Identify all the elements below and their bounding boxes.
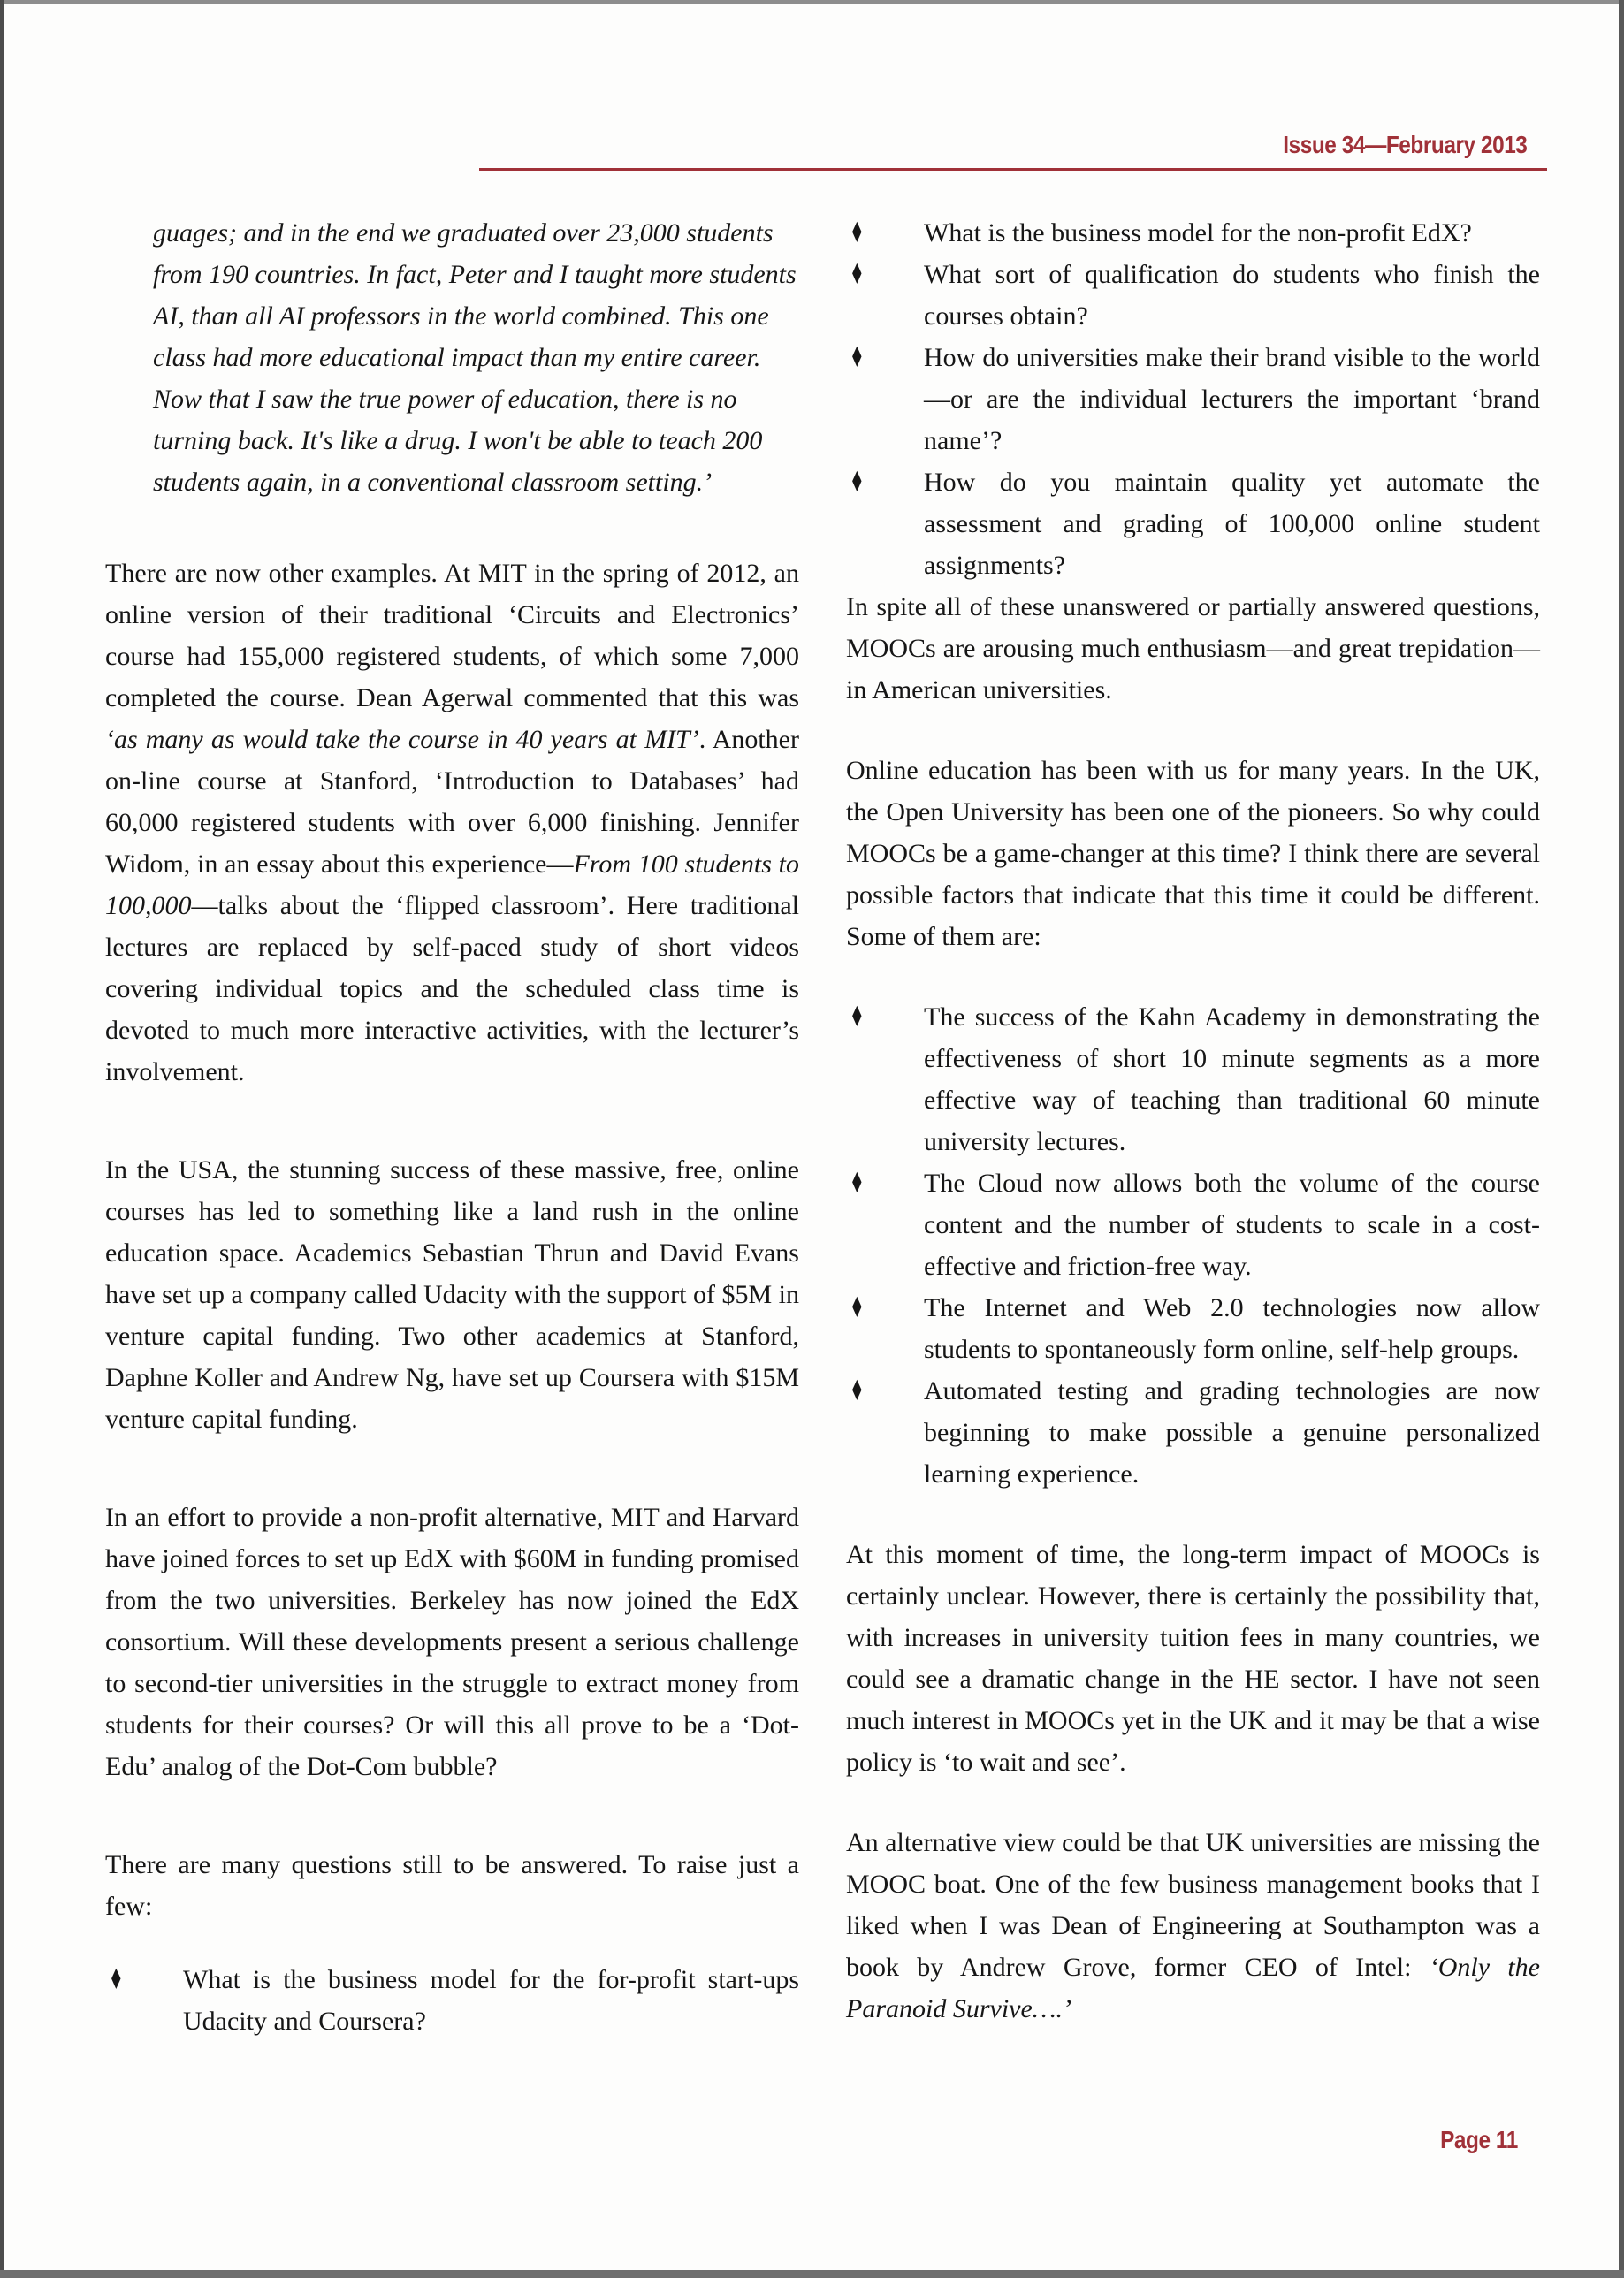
pull-quote: guages; and in the end we graduated over 23,000 students from 190 countries. In fact, Peter and I taught more students AI, than all AI professors in the world combined. This one class had more educational impact than my entire career. Now that I saw the true power of education, there is no turning back. It's like a drug. I won't be able to teach 200 students again, in a conventional classroom setting.’	[153, 218, 797, 497]
bullet-diamond-icon: ♦	[850, 1166, 865, 1200]
right-column	[846, 212, 1540, 2030]
page-border-bottom	[0, 2270, 1624, 2278]
bullet-item	[846, 996, 1540, 1162]
bullet-diamond-icon: ♦	[850, 340, 865, 374]
bullet-diamond-icon: ♦	[850, 1291, 865, 1324]
bullet-text: How do universities make their brand visible to the world—or are the individual lecturers the important ‘brand name’?	[924, 343, 1540, 455]
question-list-left	[105, 1959, 799, 2042]
paragraph-alternative-view: An alternative view could be that UK universities are missing the MOOC boat. One of the few business management books that I liked when I was Dean of Engineering at Southampton was a book by Andrew Grove, former CEO of Intel: ‘Only the Paranoid Survive….’	[846, 1828, 1540, 2023]
page-border-right	[1619, 0, 1624, 2278]
bullet-item	[105, 1959, 799, 2042]
page-border-top	[0, 0, 1624, 4]
bullet-diamond-icon: ♦	[850, 465, 865, 499]
paragraph-nonprofit-edx: In an effort to provide a non-profit alternative, MIT and Harvard have joined forces to set up EdX with $60M in funding promised from the two universities. Berkeley has now joined the EdX consortium. Will these developments present a serious challenge to second-tier universities in the struggle to extract money from students for their courses? Or will this all prove to be a ‘Dot-Edu’ analog of the Dot-Com bubble?	[105, 1503, 799, 1781]
bullet-diamond-icon: ♦	[850, 216, 865, 249]
paragraph-usa-landrush: In the USA, the stunning success of these massive, free, online courses has led to something like a land rush in the online education space. Academics Sebastian Thrun and David Evans have set up a company called Udacity with the support of $5M in venture capital funding. Two other academics at Stanford, Daphne Koller and Andrew Ng, have set up Coursera with $15M venture capital funding.	[105, 1155, 799, 1434]
paragraph-questions-lead: There are many questions still to be answered. To raise just a few:	[105, 1850, 799, 1921]
bullet-diamond-icon: ♦	[850, 257, 865, 291]
bullet-diamond-icon: ♦	[109, 1962, 124, 1996]
question-list-right	[846, 212, 1540, 586]
page-border-left	[0, 0, 4, 2278]
header-rule	[479, 168, 1547, 171]
issue-date-header: Issue 34—February 2013	[1282, 131, 1527, 158]
left-column	[105, 212, 799, 2042]
factor-list	[846, 996, 1540, 1495]
bullet-text: The Cloud now allows both the volume of the course content and the number of students to scale in a cost-effective and friction-free way.	[924, 1169, 1540, 1281]
bullet-text: What is the business model for the non-profit EdX?	[924, 218, 1472, 248]
paragraph-examples: There are now other examples. At MIT in the spring of 2012, an online version of their traditional ‘Circuits and Electronics’ course had 155,000 registered students, of which some 7,000 completed the course. Dean Agerwal commented that this was ‘as many as would take the course in 40 years at MIT’. Another on-line course at Stanford, ‘Introduction to Databases’ had 60,000 registered students with over 6,000 finishing. Jennifer Widom, in an essay about this experience—From 100 students to 100,000—talks about the ‘flipped classroom’. Here traditional lectures are replaced by self-paced study of short videos covering individual topics and the scheduled class time is devoted to much more interactive activities, with the lecturer’s involvement.	[105, 559, 799, 1086]
bullet-text: The success of the Kahn Academy in demonstrating the effectiveness of short 10 minute segments as a more effective way of teaching than traditional 60 minute university lectures.	[924, 1002, 1540, 1156]
bullet-item	[846, 1162, 1540, 1287]
paragraph-online-education: Online education has been with us for many years. In the UK, the Open University has been one of the pioneers. So why could MOOCs be a game-changer at this time? I think there are several possible factors that indicate that this time it could be different. Some of them are:	[846, 756, 1540, 951]
page-number: Page 11	[1440, 2126, 1518, 2153]
paragraph-inspite: In spite all of these unanswered or partially answered questions, MOOCs are arousing much enthusiasm—and great trepidation—in American universities.	[846, 592, 1540, 705]
bullet-item	[846, 254, 1540, 337]
bullet-text: What sort of qualification do students who finish the courses obtain?	[924, 260, 1540, 331]
paragraph-long-term-impact: At this moment of time, the long-term impact of MOOCs is certainly unclear. However, there is certainly the possibility that, with increases in university tuition fees in many countries, we could see a dramatic change in the HE sector. I have not seen much interest in MOOCs yet in the UK and it may be that a wise policy is ‘to wait and see’.	[846, 1540, 1540, 1777]
bullet-diamond-icon: ♦	[850, 1374, 865, 1407]
bullet-item	[846, 1287, 1540, 1370]
bullet-diamond-icon: ♦	[850, 1000, 865, 1033]
bullet-text: How do you maintain quality yet automate the assessment and grading of 100,000 online student assignments?	[924, 468, 1540, 580]
bullet-item	[846, 1370, 1540, 1495]
bullet-text: Automated testing and grading technologies are now beginning to make possible a genuine personalized learning experience.	[924, 1376, 1540, 1489]
bullet-text: The Internet and Web 2.0 technologies now allow students to spontaneously form online, self-help groups.	[924, 1293, 1540, 1364]
bullet-text: What is the business model for the for-profit start-ups Udacity and Coursera?	[183, 1965, 799, 2036]
bullet-item	[846, 337, 1540, 461]
bullet-item	[846, 461, 1540, 586]
bullet-item	[846, 212, 1540, 254]
